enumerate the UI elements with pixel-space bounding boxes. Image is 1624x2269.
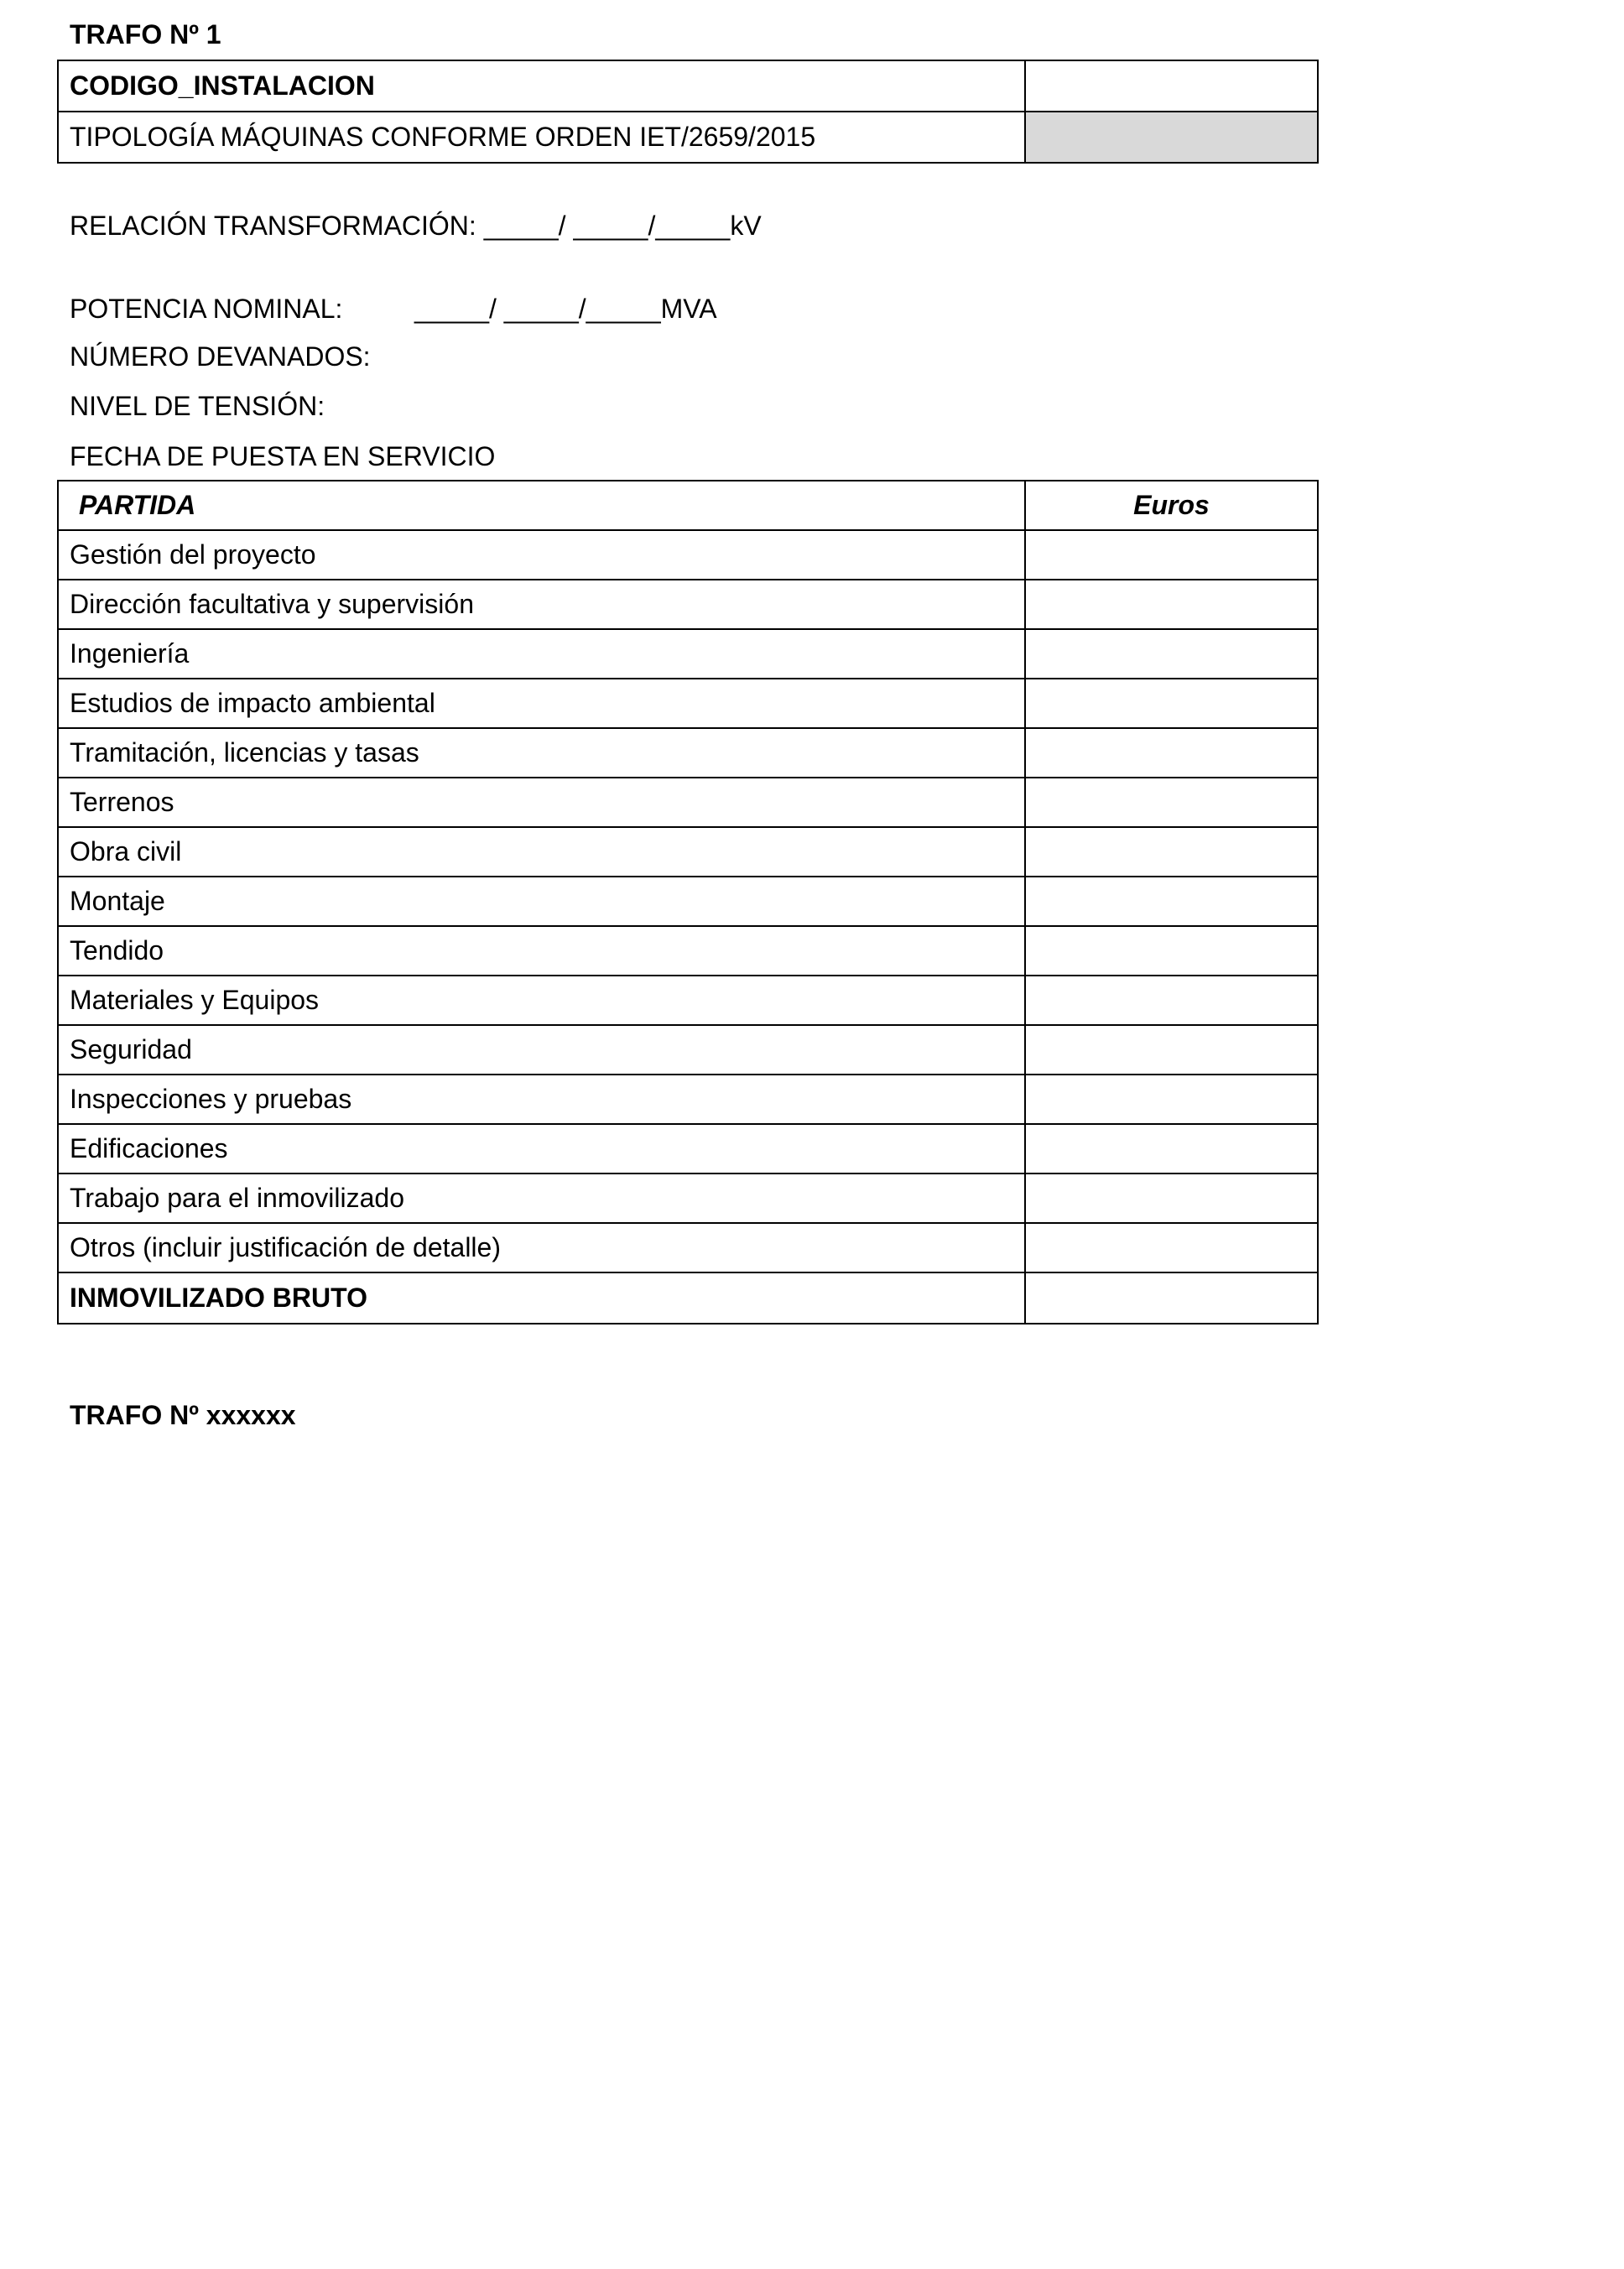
inmovilizado-bruto-value[interactable] — [1025, 1272, 1318, 1324]
row-euros-value[interactable] — [1025, 827, 1318, 877]
row-euros-value[interactable] — [1025, 629, 1318, 679]
nivel-tension-field: NIVEL DE TENSIÓN: — [70, 391, 325, 421]
fecha-puesta-servicio-field: FECHA DE PUESTA EN SERVICIO — [70, 441, 496, 471]
row-euros-value[interactable] — [1025, 1025, 1318, 1075]
cost-table — [57, 480, 1319, 1324]
next-section-title: TRAFO Nº xxxxxx — [70, 1400, 296, 1430]
codigo-instalacion-value[interactable] — [1025, 60, 1318, 112]
table-row — [58, 1223, 1318, 1272]
row-label: Edificaciones — [58, 1124, 1025, 1174]
table-row — [58, 827, 1318, 877]
table-row — [58, 926, 1318, 976]
row-euros-value[interactable] — [1025, 778, 1318, 827]
row-label: Seguridad — [58, 1025, 1025, 1075]
euros-header: Euros — [1025, 481, 1318, 530]
inmovilizado-bruto-label: INMOVILIZADO BRUTO — [58, 1272, 1025, 1324]
table-row — [58, 1174, 1318, 1223]
row-label: Obra civil — [58, 827, 1025, 877]
row-label: Tramitación, licencias y tasas — [58, 728, 1025, 778]
table-row — [58, 679, 1318, 728]
row-euros-value[interactable] — [1025, 580, 1318, 629]
installation-code-table — [57, 60, 1319, 164]
row-label: Montaje — [58, 877, 1025, 926]
total-row — [58, 1272, 1318, 1324]
table-row — [58, 877, 1318, 926]
row-euros-value[interactable] — [1025, 877, 1318, 926]
row-label: Dirección facultativa y supervisión — [58, 580, 1025, 629]
relacion-transformacion-field: RELACIÓN TRANSFORMACIÓN: _____/ _____/_____kV — [70, 211, 762, 241]
table-row — [58, 60, 1318, 112]
row-label: Trabajo para el inmovilizado — [58, 1174, 1025, 1223]
table-row — [58, 1075, 1318, 1124]
table-row — [58, 629, 1318, 679]
row-label: Otros (incluir justificación de detalle) — [58, 1223, 1025, 1272]
tipologia-value[interactable] — [1025, 112, 1318, 163]
table-row — [58, 530, 1318, 580]
row-euros-value[interactable] — [1025, 1223, 1318, 1272]
row-euros-value[interactable] — [1025, 976, 1318, 1025]
row-label: Inspecciones y pruebas — [58, 1075, 1025, 1124]
row-label: Estudios de impacto ambiental — [58, 679, 1025, 728]
table-row — [58, 1025, 1318, 1075]
table-row — [58, 778, 1318, 827]
table-row — [58, 1124, 1318, 1174]
codigo-instalacion-label: CODIGO_INSTALACION — [58, 60, 1025, 112]
row-euros-value[interactable] — [1025, 530, 1318, 580]
table-row — [58, 112, 1318, 163]
row-label: Gestión del proyecto — [58, 530, 1025, 580]
section-title: TRAFO Nº 1 — [70, 19, 221, 49]
row-euros-value[interactable] — [1025, 728, 1318, 778]
table-row — [58, 728, 1318, 778]
table-row — [58, 976, 1318, 1025]
row-euros-value[interactable] — [1025, 1075, 1318, 1124]
table-row — [58, 580, 1318, 629]
row-label: Tendido — [58, 926, 1025, 976]
row-euros-value[interactable] — [1025, 1174, 1318, 1223]
row-euros-value[interactable] — [1025, 926, 1318, 976]
potencia-nominal-label: POTENCIA NOMINAL: — [70, 294, 343, 324]
potencia-nominal-value: _____/ _____/_____MVA — [414, 294, 717, 324]
numero-devanados-field: NÚMERO DEVANADOS: — [70, 341, 371, 372]
table-header-row — [58, 481, 1318, 530]
partida-header: PARTIDA — [58, 481, 1025, 530]
tipologia-label: TIPOLOGÍA MÁQUINAS CONFORME ORDEN IET/2659/2015 — [58, 112, 1025, 163]
row-label: Ingeniería — [58, 629, 1025, 679]
row-label: Materiales y Equipos — [58, 976, 1025, 1025]
row-label: Terrenos — [58, 778, 1025, 827]
row-euros-value[interactable] — [1025, 679, 1318, 728]
row-euros-value[interactable] — [1025, 1124, 1318, 1174]
